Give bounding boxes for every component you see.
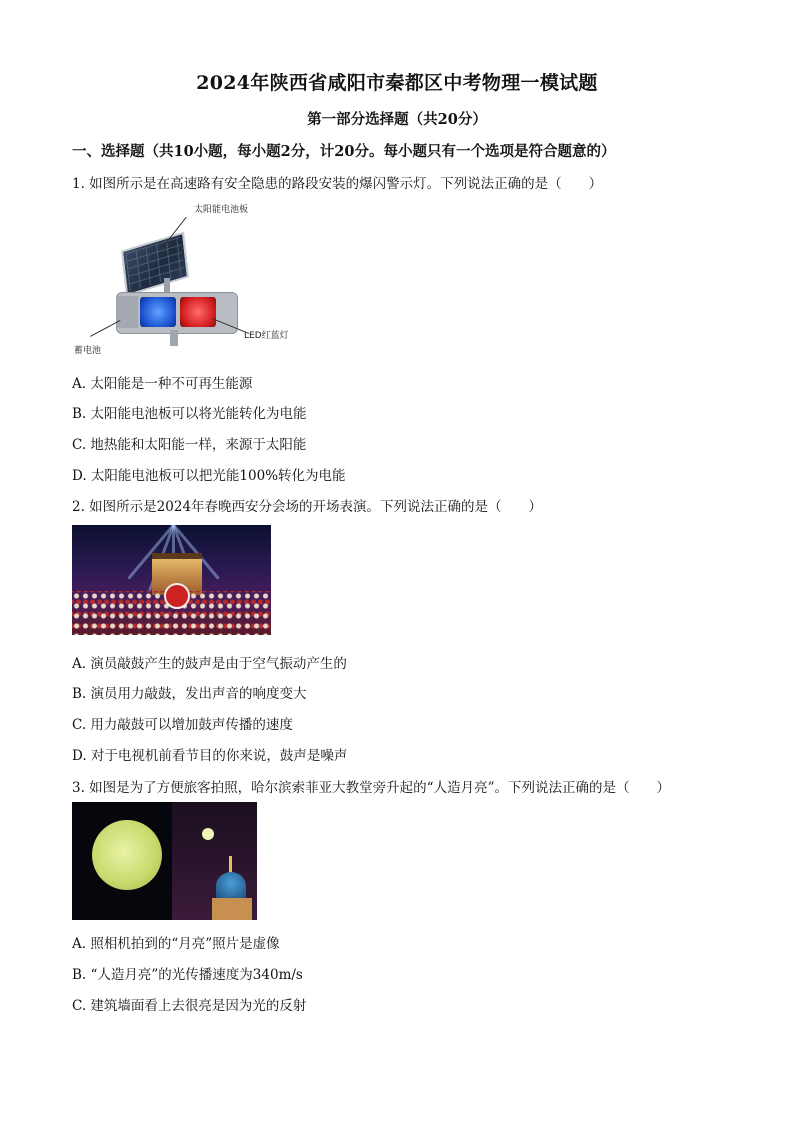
label-battery: 蓄电池 xyxy=(74,346,102,356)
cathedral-dome xyxy=(216,872,246,900)
q2-option-a: A. 演员敲鼓产生的鼓声是由于空气振动产生的 xyxy=(72,656,347,672)
q3-option-b: B. “人造月亮”的光传播速度为340m/s xyxy=(72,967,303,983)
section-heading: 一、选择题（共10小题，每小题2分，计20分。每小题只有一个选项是符合题意的） xyxy=(72,143,616,160)
question-1-stem: 1. 如图所示是在高速路有安全隐患的路段安装的爆闪警示灯。下列说法正确的是（ ） xyxy=(72,176,603,192)
q1-option-d: D. 太阳能电池板可以把光能100%转化为电能 xyxy=(72,468,346,484)
question-2-stem: 2. 如图所示是2024年春晚西安分会场的开场表演。下列说法正确的是（ ） xyxy=(72,499,543,515)
question-3-stem: 3. 如图是为了方便旅客拍照，哈尔滨索菲亚大教堂旁升起的“人造月亮”。下列说法正确的是（ ） xyxy=(72,780,670,796)
q2-option-d: D. 对于电视机前看节目的你来说，鼓声是噪声 xyxy=(72,748,348,764)
solar-panel-shape xyxy=(121,232,189,297)
moon-over-cathedral xyxy=(202,828,214,840)
stage-performance-photo xyxy=(72,525,271,635)
red-led-shape xyxy=(180,297,216,327)
warning-light-figure xyxy=(72,200,312,358)
page-title: 2024年陕西省咸阳市秦都区中考物理一模试题 xyxy=(196,72,598,94)
artificial-moon-photo xyxy=(72,802,257,920)
q2-option-b: B. 演员用力敲鼓，发出声音的响度变大 xyxy=(72,686,307,702)
q3-option-c: C. 建筑墙面看上去很亮是因为光的反射 xyxy=(72,998,307,1014)
drum-shape xyxy=(164,583,190,609)
blue-led-shape xyxy=(140,297,176,327)
moon-closeup xyxy=(92,820,162,890)
part-subtitle: 第一部分选择题（共20分） xyxy=(307,111,487,128)
q1-option-c: C. 地热能和太阳能一样，来源于太阳能 xyxy=(72,437,307,453)
q1-option-b: B. 太阳能电池板可以将光能转化为电能 xyxy=(72,406,307,422)
q1-option-a: A. 太阳能是一种不可再生能源 xyxy=(72,376,253,392)
label-solar-panel: 太阳能电池板 xyxy=(194,205,249,215)
q3-option-a: A. 照相机拍到的“月亮”照片是虚像 xyxy=(72,936,280,952)
battery-shape xyxy=(116,296,138,328)
label-led: LED红蓝灯 xyxy=(244,331,289,341)
q2-option-c: C. 用力敲鼓可以增加鼓声传播的速度 xyxy=(72,717,293,733)
